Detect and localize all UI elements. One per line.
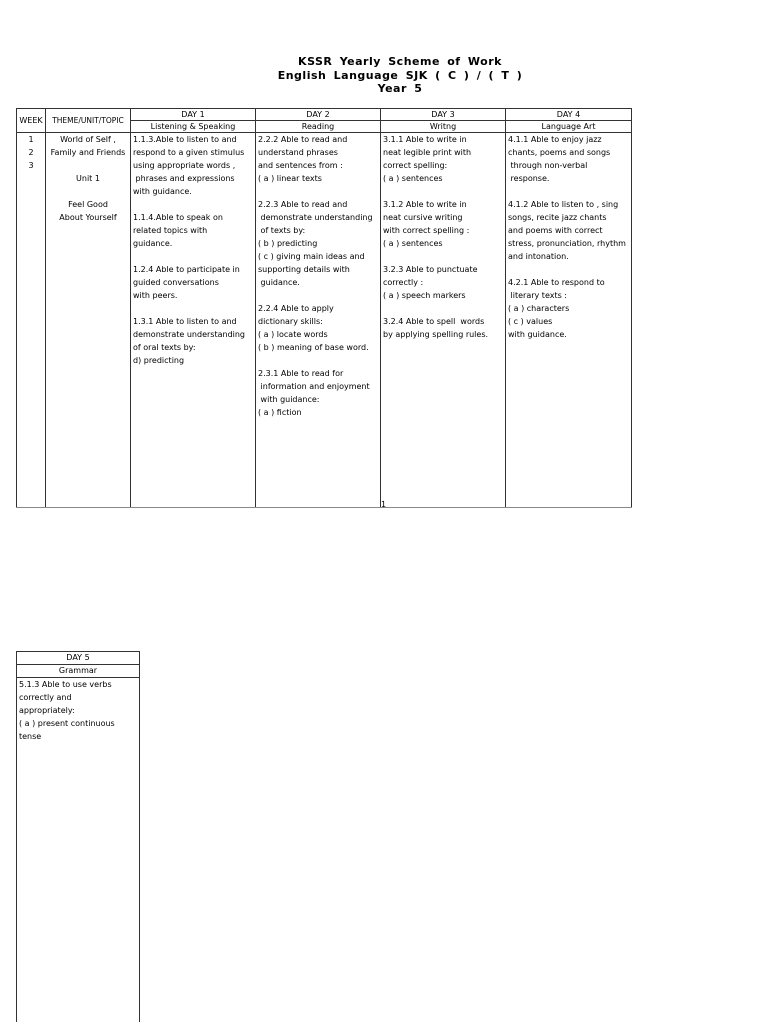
document-subtitle: English Language SJK ( C ) / ( T ) bbox=[277, 69, 523, 82]
day2-content: 2.2.2 Able to read and understand phrases and sentences from : ( a ) linear texts 2.2.3 Able to read and demonstrate understanding of texts by: ( b ) predicting ( c ) giving main ideas and supporting details with guidance. 2.2.4 Able to apply dictionary skills: ( a ) locate words ( b ) meaning of base word. 2.3.1 Able to read for information and enjoyment with guidance: ( a ) fiction bbox=[258, 135, 373, 417]
day4-header: DAY 4 bbox=[506, 109, 632, 121]
day1-header: DAY 1 bbox=[131, 109, 256, 121]
theme-header: THEME/UNIT/TOPIC bbox=[46, 109, 131, 133]
week-numbers: 1 2 3 bbox=[28, 135, 34, 170]
day3-content: 3.1.1 Able to write in neat legible print with correct spelling: ( a ) sentences 3.1.2 Able to write in neat cursive writing with correct spelling : ( a ) sentences 3.2.3 Able to punctuate correctly : ( a ) speech markers 3.2.4 Able to spell words by applying spelling rules. bbox=[383, 135, 489, 339]
day2-skill: Reading bbox=[256, 121, 381, 133]
scheme-table bbox=[16, 108, 632, 508]
day5-header: DAY 5 bbox=[17, 652, 140, 665]
day2-header: DAY 2 bbox=[256, 109, 381, 121]
document-year: Year 5 bbox=[377, 82, 423, 95]
day3-header: DAY 3 bbox=[381, 109, 506, 121]
day5-table bbox=[16, 651, 140, 1022]
day1-content: 1.1.3.Able to listen to and respond to a given stimulus using appropriate words , phrases and expressions with guidance. 1.1.4.Able to speak on related topics with guidance. 1.2.4 Able to participate in guided conversations with peers. 1.3.1 Able to listen to and demonstrate understanding of oral texts by: d) predicting bbox=[133, 135, 246, 365]
day4-content: 4.1.1 Able to enjoy jazz chants, poems and songs through non-verbal response. 4.1.2 Able to listen to , sing songs, recite jazz chants and poems with correct stress, pronunciation, rhythm and intonation. 4.2.1 Able to respond to literary texts : ( a ) characters ( c ) values with guidance. bbox=[508, 135, 626, 339]
day1-skill: Listening & Speaking bbox=[131, 121, 256, 133]
document-title: KSSR Yearly Scheme of Work bbox=[298, 55, 502, 68]
week-header: WEEK bbox=[17, 109, 46, 133]
page-number: 1 bbox=[381, 500, 387, 509]
day4-skill: Language Art bbox=[506, 121, 632, 133]
day3-skill: Writng bbox=[381, 121, 506, 133]
theme-cell: World of Self , Family and Friends Unit 1 Feel Good About Yourself bbox=[50, 135, 126, 222]
day5-skill: Grammar bbox=[17, 665, 140, 678]
day5-content: 5.1.3 Able to use verbs correctly and appropriately: ( a ) present continuous tense bbox=[19, 680, 115, 741]
